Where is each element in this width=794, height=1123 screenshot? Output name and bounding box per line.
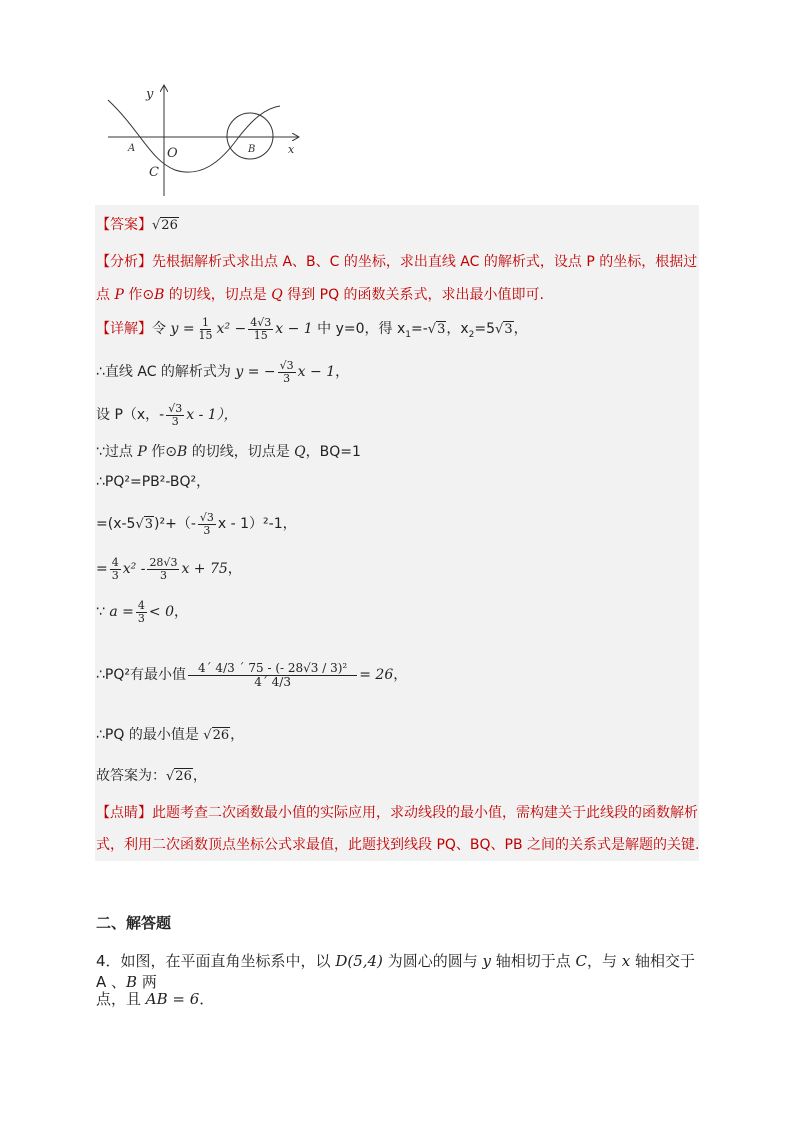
coordinate-graph (100, 78, 310, 206)
fraction: $\frac{28√3}{3}$ (149, 556, 178, 582)
detail-line-3: 设 P（x，- $\frac{√3}{3}$ x - 1）， (96, 402, 238, 428)
comment-line-2: 式，利用二次函数顶点坐标公式求最值，此题找到线段 PQ、BQ、PB 之间的关系式是解题的关键. (96, 837, 700, 853)
detail-line-8: ∵ a = $\frac{4}{3}$ < 0， (96, 599, 188, 625)
fraction: $\frac{√3}{3}$ (199, 511, 214, 537)
fraction: $\frac{√3}{3}$ (168, 402, 183, 428)
detail-line-4: ∵过点 P 作⊙B 的切线，切点是 Q，BQ=1 (96, 444, 361, 460)
comment-line-1: 【点睛】此题考查二次函数最小值的实际应用，求动线段的最小值，需构建关于此线段的函数解析 (96, 805, 698, 821)
fraction: $\frac{√3}{3}$ (279, 359, 294, 385)
analysis-tag: 【分析】 (96, 254, 152, 270)
min-value-fraction: $\frac{\text{4´ 4/3 ´ 75 - (- 28√3 / 3)²}}{4´ 4/3}$ (188, 662, 357, 688)
detail-line-5: ∴PQ²=PB²-BQ²， (96, 474, 211, 490)
fraction: $\frac{4√3}{15}$ (250, 316, 272, 342)
point-c-label: C (149, 165, 159, 180)
parabola-figure (100, 78, 310, 206)
detail-line-6: =(x-5√3)²+（- $\frac{√3}{3}$ x - 1）²-1， (96, 511, 297, 537)
detail-line-2: ∴直线 AC 的解析式为 y = − $\frac{√3}{3}$ x − 1， (96, 359, 350, 385)
analysis-line-1 (96, 255, 700, 269)
fraction: $\frac{4}{3}$ (111, 556, 119, 582)
problem-4-line-1: 4．如图，在平面直角坐标系中，以 D(5,4) 为圆心的圆与 y 轴相切于点 C，与 x 轴相交于 A 、B 两 (96, 952, 696, 991)
comment-tag: 【点睛】 (96, 805, 152, 821)
x-axis-label: x (288, 143, 295, 156)
parabola-curve (108, 100, 280, 172)
analysis-line-2: 点 P 作⊙B 的切线，切点是 Q 得到 PQ 的函数关系式，求出最小值即可. (96, 287, 545, 303)
detail-line-11: 故答案为：√26， (96, 768, 207, 784)
detail-line-1: 【详解】令 y = $\frac{1}{15}$ x² − $\frac{4√3}{15}$ x − 1 中 y=0，得 $x_1=-√3$，$x_2=5√3$， (96, 316, 528, 342)
section-title: 二、解答题 (96, 914, 172, 932)
detail-line-10: ∴PQ 的最小值是 √26， (96, 727, 245, 743)
detail-line-7: = $\frac{4}{3}$ x² - $\frac{28√3}{3}$ x + 75， (96, 556, 242, 582)
detail-line-9: ∴PQ²有最小值 $\frac{\text{4´ 4/3 ´ 75 - (- 28√3 / 3)²}}{4´ 4/3}$ = 26， (96, 661, 408, 689)
analysis-text-1: 先根据解析式求出点 A、B、C 的坐标，求出直线 AC 的解析式，设点 P 的坐标，根据过 (152, 254, 698, 270)
answer-line (96, 218, 179, 232)
answer-sqrt: √26 (152, 218, 178, 233)
answer-tag: 【答案】 (96, 217, 152, 233)
point-b-label: B (248, 144, 256, 155)
problem-4-line-2: 点，且 AB = 6． (96, 990, 215, 1008)
origin-label: O (167, 146, 178, 161)
fraction: $\frac{1}{15}$ (198, 316, 213, 342)
detail-tag: 【详解】 (96, 321, 152, 338)
fraction: $\frac{4}{3}$ (137, 599, 145, 625)
point-a-label: A (128, 143, 136, 154)
y-axis-label: y (146, 87, 154, 102)
